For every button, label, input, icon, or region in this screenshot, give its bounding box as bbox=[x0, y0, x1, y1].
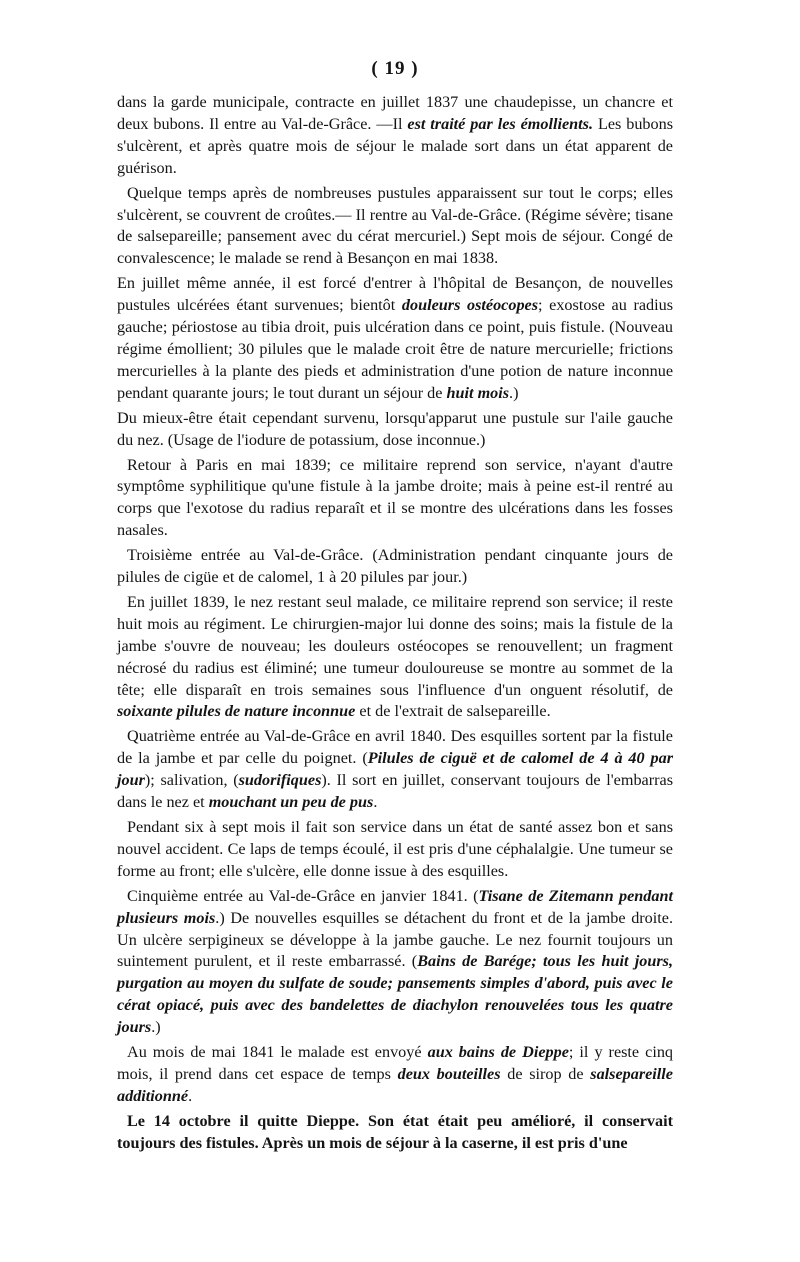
text-run: Cinquième entrée au Val-de-Grâce en janvier 1841. ( bbox=[127, 886, 479, 905]
paragraph bbox=[117, 1111, 673, 1155]
page-number: ( 19 ) bbox=[371, 58, 419, 79]
italic-text: salsepareille additionné bbox=[117, 1064, 673, 1105]
italic-text: mouchant un peu de pus bbox=[208, 793, 374, 812]
text-run: Pendant six à sept mois il fait son service dans un état de santé assez bon et sans nouvel accident. Ce laps de temps écoulé, il est pris d'une céphalalgie. Une tumeur se forme au front; elle s'ulcère, elle donne issue à des esquilles. bbox=[117, 818, 673, 880]
text-run: En juillet même année, il est forcé d'entrer à l'hôpital de Besançon, de nouvelles pustules ulcérées étant survenues; bientôt bbox=[117, 274, 673, 315]
text-run: de sirop de bbox=[500, 1064, 591, 1083]
italic-text: huit mois bbox=[446, 383, 510, 402]
text-run: Troisième entrée au Val-de-Grâce. (Administration pendant cinquante jours de pilules de cigüe et de calomel, 1 à 20 pilules par jour.) bbox=[117, 546, 673, 587]
text-run: Retour à Paris en mai 1839; ce militaire reprend son service, n'ayant d'autre symptôme syphilitique qu'une fistule à la jambe droite; mais à peine est-il rentré au corps que l'exotose du radius reparaît et il se montre des ulcérations dans les fosses nasales. bbox=[117, 455, 673, 540]
paragraph bbox=[117, 817, 673, 883]
page-body bbox=[117, 56, 673, 1158]
italic-text: deux bouteilles bbox=[397, 1064, 501, 1083]
italic-text: aux bains de Dieppe bbox=[427, 1043, 569, 1062]
text-block bbox=[117, 92, 673, 1155]
text-run: et de l'extrait de salsepareille. bbox=[355, 702, 551, 721]
text-run: .) bbox=[151, 1018, 161, 1037]
italic-text: est traité par les émollients. bbox=[407, 114, 594, 133]
paragraph bbox=[117, 592, 673, 723]
italic-text: Tisane de Zitemann pendant plusieurs mois bbox=[117, 886, 673, 927]
text-run: ; il y reste cinq mois, il prend dans cet espace de temps bbox=[117, 1043, 674, 1083]
paragraph bbox=[117, 545, 673, 589]
paragraph bbox=[117, 273, 673, 404]
paragraph bbox=[117, 886, 673, 1039]
text-run: ). Il sort en juillet, conservant toujours de l'embarras dans le nez et bbox=[117, 771, 673, 812]
text-run: dans la garde municipale, contracte en juillet 1837 une chaudepisse, un chancre et deux bubons. Il entre au Val-de-Grâce. —Il bbox=[117, 93, 673, 133]
text-run: Du mieux-être était cependant survenu, lorsqu'apparut une pustule sur l'aile gauche du nez. (Usage de l'iodure de potassium, dose inconnue.) bbox=[117, 408, 673, 449]
text-run: ); salivation, ( bbox=[144, 771, 239, 790]
text-run: .) De nouvelles esquilles se détachent du front et de la jambe droite. Un ulcère serpigineux se développe à la jambe gauche. Le nez fournit toujours un suintement purulent, et il reste embarrassé. ( bbox=[117, 908, 673, 971]
text-run: Au mois de mai 1841 le malade est envoyé bbox=[127, 1043, 428, 1062]
text-run: . bbox=[373, 793, 378, 812]
paragraph bbox=[117, 455, 673, 543]
italic-text: douleurs ostéocopes bbox=[401, 296, 539, 315]
text-run: Les bubons s'ulcèrent, et après quatre mois de séjour le malade sort dans un état apparent de guérison. bbox=[117, 114, 674, 177]
paragraph bbox=[117, 408, 673, 452]
text-run: En juillet 1839, le nez restant seul malade, ce militaire reprend son service; il reste huit mois au régiment. Le chirurgien-major lui donne des soins; mais la fistule de la jambe s'ouvre de nouveau; les douleurs ostéocopes se renouvellent; un fragment nécrosé du radius est éliminé; une tumeur douloureuse se montre au sommet de la tête; elle disparaît en trois semaines sous l'influence d'un onguent résolutif, de bbox=[117, 592, 673, 699]
italic-text: Bains de Barége; tous les huit jours, purgation au moyen du sulfate de soude; pansements simples d'abord, puis avec le cérat opiacé, puis avec des bandelettes de diachylon renouvelées tous les quatre jours bbox=[117, 952, 673, 1037]
text-run: .) bbox=[509, 383, 519, 402]
italic-text: sudorifiques bbox=[238, 771, 322, 790]
text-run: Le 14 octobre il quitte Dieppe. Son état était peu amélioré, il conservait toujours des fistules. Après un mois de séjour à la caserne, il est pris d'une bbox=[117, 1111, 673, 1152]
text-run: Quatrième entrée au Val-de-Grâce en avril 1840. Des esquilles sortent par la fistule de la jambe et par celle du poignet. ( bbox=[117, 727, 673, 768]
paragraph bbox=[117, 183, 673, 271]
paragraph bbox=[117, 1042, 673, 1108]
paragraph bbox=[117, 726, 673, 814]
text-run: . bbox=[188, 1086, 193, 1105]
italic-text: soixante pilules de nature inconnue bbox=[117, 702, 356, 721]
italic-text: Pilules de ciguë et de calomel de 4 à 40 par jour bbox=[117, 749, 674, 790]
text-run: Quelque temps après de nombreuses pustules apparaissent sur tout le corps; elles s'ulcèrent, se couvrent de croûtes.— Il rentre au Val-de-Grâce. (Régime sévère; tisane de salsepareille; pansement avec du cérat mercuriel.) Sept mois de séjour. Congé de convalescence; le malade se rend à Besançon en mai 1838. bbox=[117, 183, 673, 268]
text-run: ; exostose au radius gauche; périostose au tibia droit, puis ulcération dans ce point, puis fistule. (Nouveau régime émollient; 30 pilules que le malade croit être de nature mercurielle; frictions mercurielles à la plante des pieds et administration d'une potion de nature inconnue pendant quarante jours; le tout durant un séjour de bbox=[117, 296, 674, 402]
paragraph bbox=[117, 92, 673, 180]
